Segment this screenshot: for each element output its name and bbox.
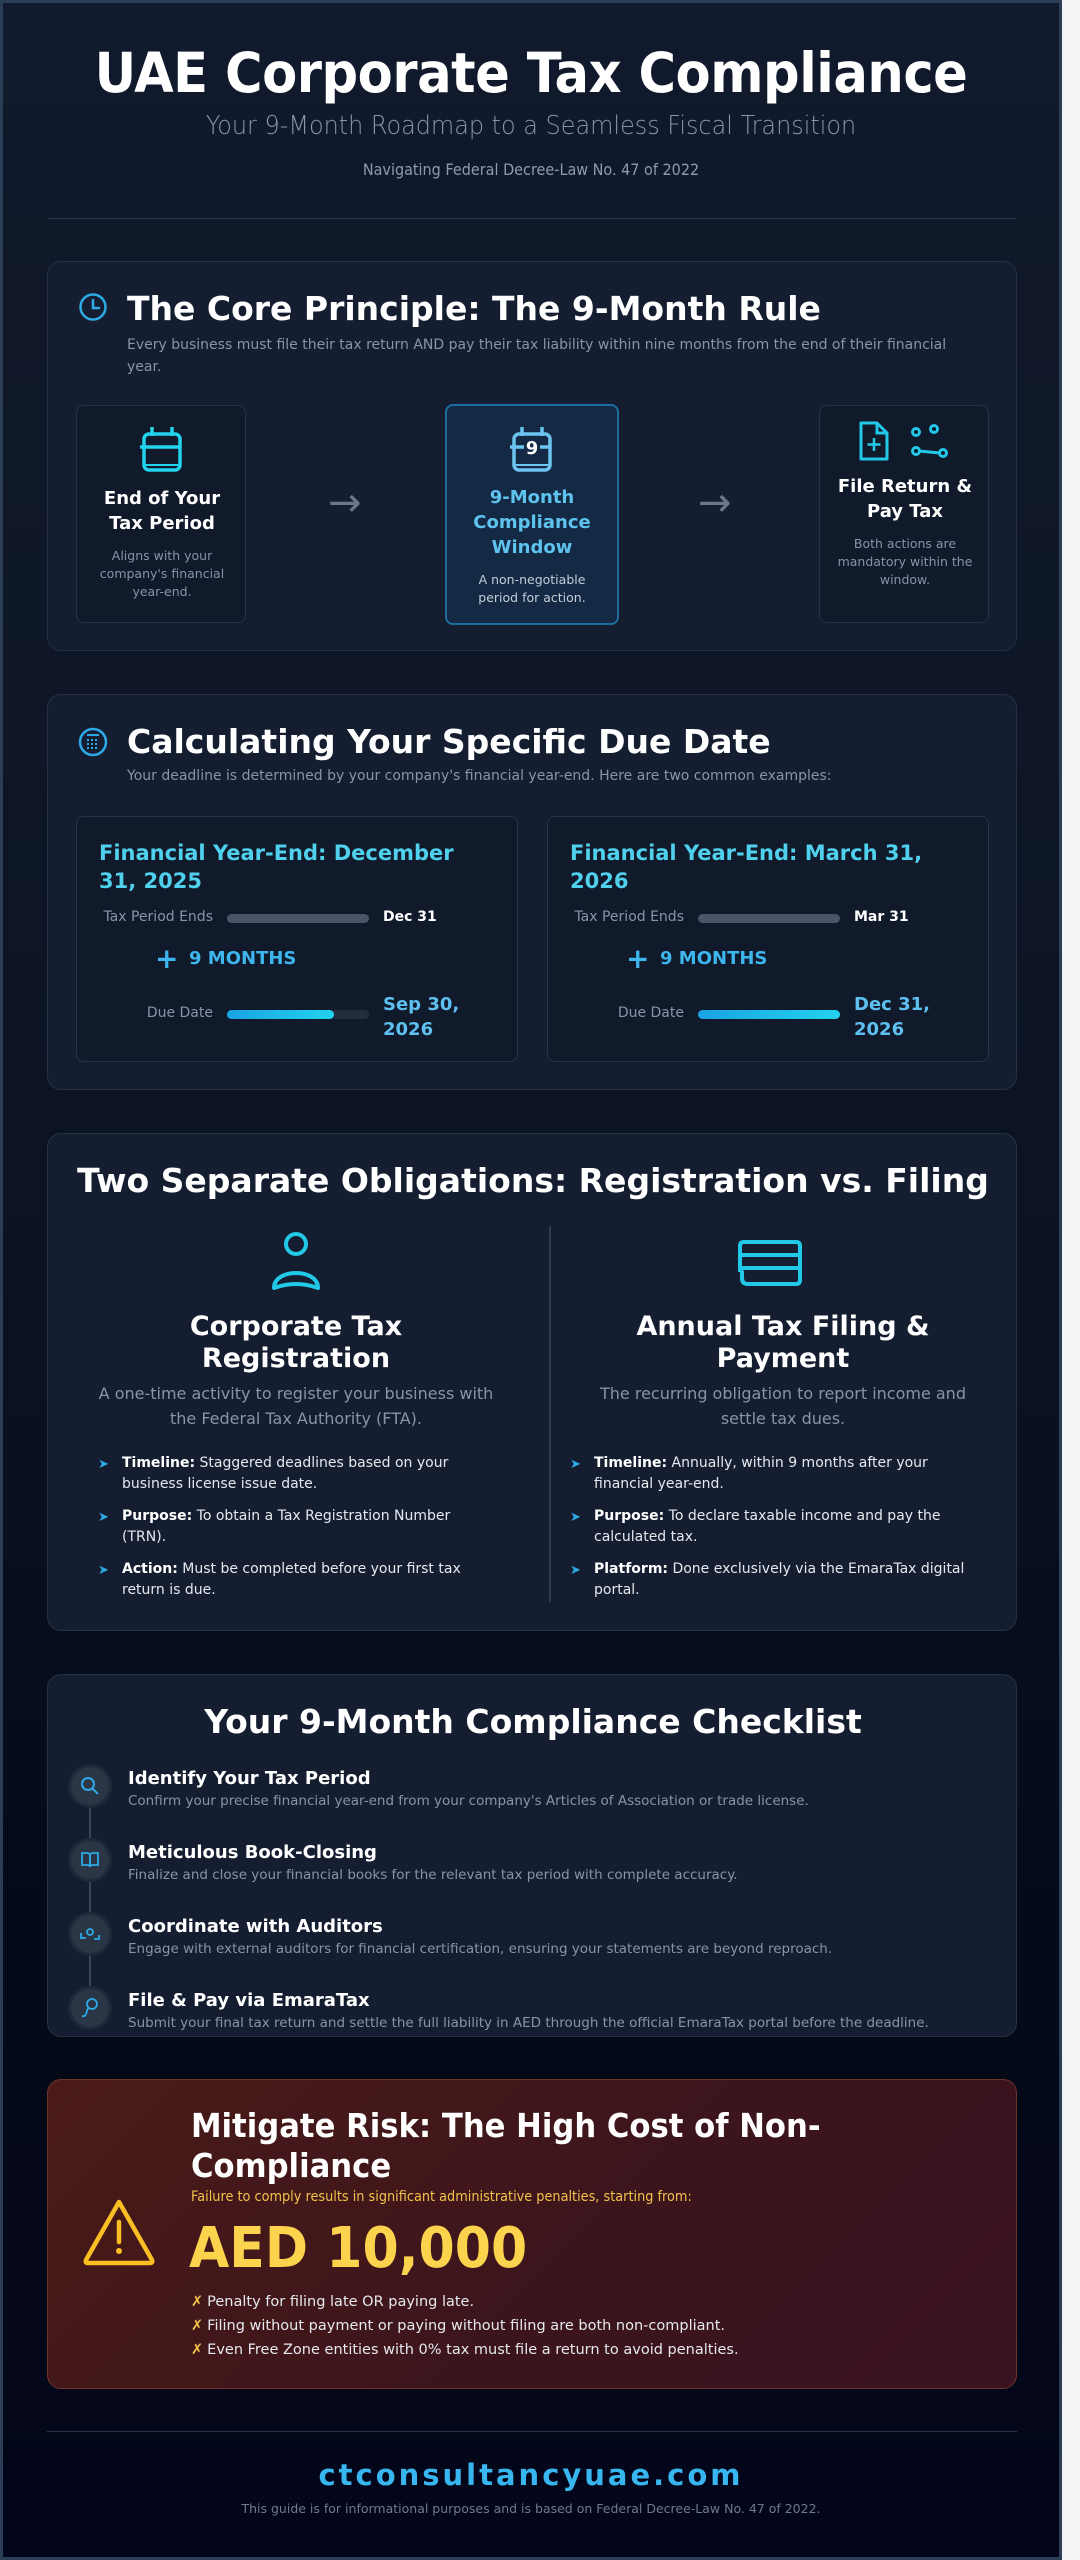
checklist-item-description: Finalize and close your financial books for the relevant tax period with complete accuracy. — [128, 1867, 738, 1883]
due-label: Due Date — [617, 1005, 684, 1021]
svg-text:9: 9 — [525, 438, 539, 459]
obligation-description: A one-time activity to register your business with the Federal Tax Authority (FTA). — [98, 1384, 494, 1428]
bullet-item: ➤ Purpose: To declare taxable income and pay the calculated tax. — [570, 1508, 941, 1545]
risk-item: ✗ Penalty for filing late OR paying late. — [191, 2294, 475, 2310]
due-date-description: Your deadline is determined by your company's financial year-end. Here are two common examples: — [127, 768, 832, 784]
due-bar-track — [227, 1010, 369, 1019]
plus-icon: + — [155, 942, 179, 975]
calculator-icon — [78, 727, 108, 761]
step-title: 9-Month Compliance Window — [473, 487, 591, 558]
risk-card — [47, 2079, 1017, 2389]
checklist-item-description: Submit your final tax return and settle the full liability in AED through the official EmaraTax portal before the deadline. — [128, 2015, 929, 2031]
footer-disclaimer: This guide is for informational purposes and is based on Federal Decree-Law No. 47 of 2022. — [241, 2501, 821, 2516]
period-bar — [227, 914, 369, 923]
column-divider — [549, 1226, 551, 1602]
core-principle-card — [47, 261, 1017, 651]
bullet-item: ➤ Timeline: Staggered deadlines based on your business license issue date. — [98, 1455, 449, 1492]
step-title: File Return & Pay Tax — [837, 476, 973, 522]
step-nine-month-window — [445, 404, 619, 625]
risk-title: Mitigate Risk: The High Cost of Non-Compliance — [191, 2106, 821, 2185]
obligations-title: Two Separate Obligations: Registration vs. Filing — [77, 1161, 989, 1200]
credit-card-icon — [738, 1239, 802, 1291]
header-divider — [47, 218, 1017, 219]
obligation-bullets — [98, 1453, 498, 1601]
obligation-title: Annual Tax Filing & Payment — [636, 1311, 930, 1374]
step-file-and-pay — [819, 405, 989, 623]
law-reference: Navigating Federal Decree-Law No. 47 of 2022 — [362, 160, 700, 179]
clock-icon — [78, 292, 108, 326]
bullet-item: ➤ Purpose: To obtain a Tax Registration Number (TRN). — [98, 1508, 451, 1545]
plus-months-label: 9 MONTHS — [189, 948, 297, 969]
bullet-item: ➤ Timeline: Annually, within 9 months after your financial year-end. — [570, 1455, 928, 1492]
due-bar-fill — [698, 1010, 840, 1019]
calendar-icon — [137, 424, 187, 478]
due-date-card — [47, 694, 1017, 1090]
checklist-item-title: File & Pay via EmaraTax — [128, 1990, 370, 2011]
calendar-nine-icon — [507, 424, 557, 478]
plus-months-label: 9 MONTHS — [660, 948, 768, 969]
checklist-item-title: Identify Your Tax Period — [128, 1768, 371, 1789]
footer-brand-link[interactable]: ctconsultancyuae.com — [318, 2458, 744, 2492]
risk-item: ✗ Even Free Zone entities with 0% tax must file a return to avoid penalties. — [191, 2342, 739, 2358]
risk-item: ✗ Filing without payment or paying without filing are both non-compliant. — [191, 2318, 726, 2334]
book-open-icon — [71, 1841, 109, 1879]
x-mark-icon: ✗ — [191, 2318, 204, 2334]
footer-divider — [47, 2431, 1017, 2432]
page-title: UAE Corporate Tax Compliance — [94, 41, 968, 105]
risk-list — [191, 2290, 739, 2362]
x-mark-icon: ✗ — [191, 2342, 204, 2358]
due-bar-track — [698, 1010, 840, 1019]
checklist-item-title: Coordinate with Auditors — [128, 1916, 383, 1937]
obligation-bullets — [570, 1453, 980, 1601]
arrow-right-icon: → — [698, 480, 732, 526]
timeline-line — [89, 1785, 91, 2007]
user-icon — [270, 1230, 322, 1296]
payment-hand-icon — [71, 1989, 109, 2027]
checklist-item-description: Confirm your precise financial year-end from your company's Articles of Association or trade license. — [128, 1793, 809, 1809]
step-description: Aligns with your company's financial year-end. — [99, 548, 225, 599]
core-principle-title: The Core Principle: The 9-Month Rule — [127, 289, 821, 328]
risk-subtitle: Failure to comply results in significant administrative penalties, starting from: — [191, 2189, 692, 2205]
period-value: Dec 31 — [383, 909, 437, 925]
step-title: End of Your Tax Period — [103, 488, 221, 534]
obligations-card — [47, 1133, 1017, 1631]
due-date-title: Calculating Your Specific Due Date — [127, 722, 771, 761]
period-label: Tax Period Ends — [574, 909, 684, 925]
penalty-amount: AED 10,000 — [189, 2216, 528, 2281]
warning-triangle-icon — [82, 2198, 156, 2270]
checklist-item-title: Meticulous Book-Closing — [128, 1842, 377, 1863]
checklist-card — [47, 1674, 1017, 2037]
auditors-icon — [71, 1915, 109, 1953]
obligation-title: Corporate Tax Registration — [189, 1311, 403, 1374]
checklist-title: Your 9-Month Compliance Checklist — [204, 1702, 862, 1741]
example-title: Financial Year-End: December 31, 2025 — [99, 841, 454, 893]
step-description: A non-negotiable period for action. — [478, 572, 586, 605]
period-bar — [698, 914, 840, 923]
example-title: Financial Year-End: March 31, 2026 — [570, 841, 923, 893]
core-principle-description: Every business must file their tax return AND pay their tax liability within nine months from the end of their financial year. — [127, 337, 947, 375]
search-icon — [71, 1767, 109, 1805]
step-description: Both actions are mandatory within the window. — [837, 536, 973, 587]
due-value: Dec 31, 2026 — [854, 994, 930, 1040]
bullet-item: ➤ Platform: Done exclusively via the EmaraTax digital portal. — [570, 1561, 965, 1598]
bullet-item: ➤ Action: Must be completed before your first tax return is due. — [98, 1561, 461, 1598]
period-value: Mar 31 — [854, 909, 909, 925]
due-bar-fill — [227, 1010, 334, 1019]
payment-icon — [910, 424, 950, 464]
file-plus-icon — [858, 420, 890, 466]
example-card-march — [547, 816, 989, 1062]
period-label: Tax Period Ends — [103, 909, 213, 925]
due-value: Sep 30, 2026 — [383, 994, 460, 1040]
checklist-item-description: Engage with external auditors for financial certification, ensuring your statements are beyond reproach. — [128, 1941, 833, 1957]
step-end-of-tax-period — [76, 405, 246, 623]
x-mark-icon: ✗ — [191, 2294, 204, 2310]
obligation-description: The recurring obligation to report income and settle tax dues. — [600, 1384, 966, 1428]
due-label: Due Date — [146, 1005, 213, 1021]
arrow-right-icon: → — [328, 480, 362, 526]
example-card-december — [76, 816, 518, 1062]
plus-icon: + — [626, 942, 650, 975]
page-subtitle: Your 9-Month Roadmap to a Seamless Fiscal Transition — [205, 111, 857, 141]
